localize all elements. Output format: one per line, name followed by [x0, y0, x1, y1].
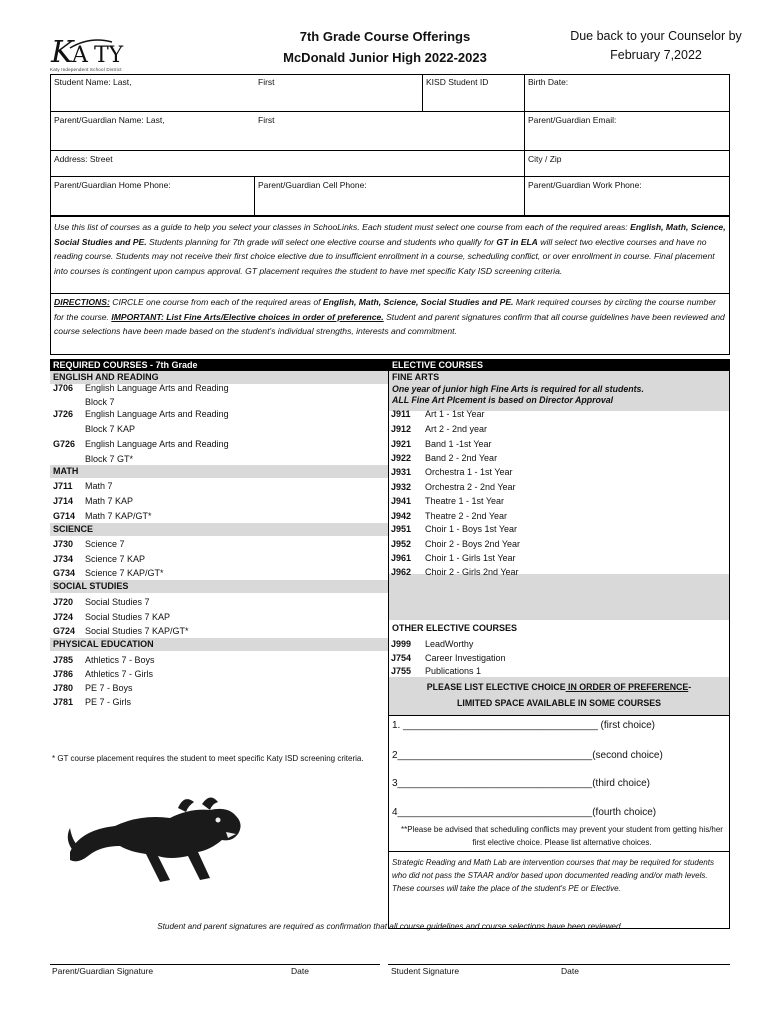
course-name: Theatre 1 - 1st Year — [425, 496, 505, 506]
course-name: English Language Arts and Reading — [85, 409, 229, 419]
parent-email-field[interactable]: Parent/Guardian Email: — [528, 115, 617, 125]
elective-list-instruction — [389, 677, 729, 715]
directions-text-1: CIRCLE one course from each of the required areas of — [109, 297, 323, 307]
course-code[interactable]: J931 — [391, 467, 412, 477]
english-heading: ENGLISH AND READING — [50, 371, 388, 384]
due-line-2: February 7,2022 — [610, 48, 702, 62]
svg-text:A: A — [72, 43, 88, 68]
cell-phone-field[interactable]: Parent/Guardian Cell Phone: — [258, 180, 367, 190]
fine-arts-header-block — [389, 371, 729, 411]
directions-text-2: Mark required courses by circling the course number for the course. — [54, 297, 716, 322]
student-date-label: Date — [561, 966, 579, 976]
student-first-name-field[interactable]: First — [258, 77, 275, 87]
course-code[interactable]: J999 — [391, 639, 412, 649]
elective-courses-heading: ELECTIVE COURSES — [389, 359, 729, 371]
directions-text-3: Student and parent signatures confirm that all course guidelines have been reviewed and course selections have been made based on the student's individual strengths, interests and commitment. — [54, 311, 725, 337]
course-name: LeadWorthy — [425, 639, 474, 649]
course-code[interactable]: J962 — [391, 567, 412, 577]
directions-label: DIRECTIONS: — [54, 297, 110, 307]
course-name: English Language Arts and Reading — [85, 439, 229, 449]
intro-gt-ela: GT in ELA — [496, 236, 538, 247]
directions-paragraph — [51, 295, 729, 339]
city-zip-field[interactable]: City / Zip — [528, 154, 562, 164]
first-choice-line[interactable]: 1. ___________________________________ (first choice) — [392, 720, 656, 731]
strategic-intervention-note: Strategic Reading and Math Lab are intervention courses that may be required for students who did not pass the STAAR and/or based upon documented reading and/or math levels. These courses will take the place of the student's PE or Elective. — [392, 858, 714, 893]
course-code[interactable]: J951 — [391, 524, 412, 534]
scheduling-advise-note: **Please be advised that scheduling conflicts may prevent your student from getting his/her first elective choice. Please list alternative choices. — [401, 825, 723, 847]
course-name: English Language Arts and Reading — [85, 383, 229, 393]
course-name: Social Studies 7 — [85, 597, 150, 607]
gt-footnote: * GT course placement requires the student to meet specific Katy ISD screening criteria. — [52, 754, 364, 763]
course-code[interactable]: G734 — [53, 568, 76, 578]
course-name: Science 7 — [85, 539, 125, 549]
course-name: Choir 2 - Girls 2nd Year — [425, 567, 519, 577]
course-name: PE 7 - Boys — [85, 683, 133, 693]
parent-first-name-field[interactable]: First — [258, 115, 275, 125]
course-name: Social Studies 7 KAP/GT* — [85, 626, 189, 636]
course-name: Theatre 2 - 2nd Year — [425, 511, 508, 521]
course-code[interactable]: J711 — [53, 481, 73, 491]
course-name: Orchestra 2 - 2nd Year — [425, 482, 516, 492]
course-name: Block 7 — [85, 397, 115, 407]
katy-isd-logo — [50, 34, 132, 68]
parent-last-name-field[interactable]: Parent/Guardian Name: Last, — [54, 115, 165, 125]
course-name: Band 2 - 2nd Year — [425, 453, 498, 463]
course-name: Math 7 — [85, 481, 113, 491]
fourth-choice-line[interactable]: 4___________________________________(fourth choice) — [392, 807, 657, 818]
social-studies-heading: SOCIAL STUDIES — [50, 580, 388, 593]
svg-text:TY: TY — [94, 43, 124, 68]
third-choice-line[interactable]: 3___________________________________(third choice) — [392, 778, 651, 789]
directions-important: IMPORTANT: List Fine Arts/Elective choices in order of preference. — [111, 311, 384, 322]
course-code[interactable]: J785 — [53, 655, 74, 665]
math-heading: MATH — [50, 465, 388, 478]
course-name: Art 2 - 2nd year — [425, 424, 488, 434]
intro-paragraph — [51, 220, 729, 278]
course-name: Orchestra 1 - 1st Year — [425, 467, 513, 477]
course-name: Science 7 KAP — [85, 554, 146, 564]
fine-arts-note-1: One year of junior high Fine Arts is required for all students. — [392, 384, 644, 394]
course-name: Social Studies 7 KAP — [85, 612, 171, 622]
parent-date-label: Date — [291, 966, 309, 976]
course-code[interactable]: J922 — [391, 453, 412, 463]
course-code[interactable]: G724 — [53, 626, 76, 636]
course-name: PE 7 - Girls — [85, 697, 132, 707]
logo-subtext: Katy Independent School District — [50, 67, 122, 72]
directions-required-areas: English, Math, Science, Social Studies and PE. — [322, 297, 514, 307]
course-code[interactable]: J921 — [391, 439, 412, 449]
required-courses-section — [50, 359, 388, 719]
student-signature-label: Student Signature — [391, 966, 460, 976]
course-code[interactable]: J952 — [391, 539, 412, 549]
title-line-1: 7th Grade Course Offerings — [299, 29, 471, 44]
course-name: Choir 2 - Boys 2nd Year — [425, 539, 521, 549]
svg-text:K: K — [51, 35, 72, 68]
course-name: Math 7 KAP — [85, 496, 134, 506]
course-code[interactable]: J942 — [391, 511, 412, 521]
course-name: Career Investigation — [425, 653, 506, 663]
course-code[interactable]: G714 — [53, 511, 76, 521]
course-code[interactable]: J941 — [391, 496, 412, 506]
course-code[interactable]: J706 — [53, 383, 74, 393]
student-id-field[interactable]: KISD Student ID — [426, 77, 489, 87]
parent-signature-line[interactable] — [50, 964, 380, 965]
home-phone-field[interactable]: Parent/Guardian Home Phone: — [54, 180, 171, 190]
course-name: Science 7 KAP/GT* — [85, 568, 164, 578]
course-code[interactable]: J786 — [53, 669, 74, 679]
course-name: Publications 1 — [425, 666, 482, 676]
student-info-grid — [50, 74, 730, 216]
fine-arts-spacer — [389, 574, 729, 620]
course-code[interactable]: J780 — [53, 683, 74, 693]
panther-mascot-icon — [60, 790, 250, 890]
course-code[interactable]: J724 — [53, 612, 74, 622]
course-code[interactable]: J726 — [53, 409, 74, 419]
elective-courses-section — [388, 359, 730, 929]
intro-text-2: Students planning for 7th grade will select one elective course and students who qualify for — [146, 236, 497, 247]
fine-arts-heading: FINE ARTS — [392, 372, 440, 382]
course-name: Block 7 KAP — [85, 424, 136, 434]
parent-signature-label: Parent/Guardian Signature — [52, 966, 154, 976]
other-electives-heading: OTHER ELECTIVE COURSES — [392, 623, 518, 633]
science-heading: SCIENCE — [50, 523, 388, 536]
course-code[interactable]: J961 — [391, 553, 412, 563]
intro-text-3: will select two elective courses and have no reading course. Students may not receive their first choice elective due to insufficient enrollment in a course, scheduling conflict, or over enrollment in course. Final placement into courses is contingent upon campus approval. GT placement requires the student to have met specific Katy ISD screening criteria. — [54, 236, 715, 276]
course-name: Band 1 -1st Year — [425, 439, 492, 449]
birth-date-field[interactable]: Birth Date: — [528, 77, 569, 87]
course-name: Math 7 KAP/GT* — [85, 511, 152, 521]
course-name: Choir 1 - Girls 1st Year — [425, 553, 516, 563]
work-phone-field[interactable]: Parent/Guardian Work Phone: — [528, 180, 642, 190]
required-courses-heading: REQUIRED COURSES - 7th Grade — [50, 359, 388, 371]
course-code[interactable]: J912 — [391, 424, 412, 434]
pe-heading: PHYSICAL EDUCATION — [50, 638, 388, 651]
instruction-text-d: LIMITED SPACE AVAILABLE IN SOME COURSES — [457, 698, 661, 708]
course-code[interactable]: J911 — [391, 409, 411, 419]
course-name: Block 7 GT* — [85, 454, 134, 464]
course-name: Athletics 7 - Boys — [85, 655, 155, 665]
course-code[interactable]: J755 — [391, 666, 412, 676]
page-title — [250, 26, 520, 68]
instructions-box — [50, 216, 730, 355]
fine-arts-note-2: ALL Fine Art Plcement is based on Director Approval — [392, 395, 614, 405]
due-line-1: Due back to your Counselor by — [570, 29, 742, 43]
course-code[interactable]: J754 — [391, 653, 412, 663]
course-code[interactable]: J730 — [53, 539, 74, 549]
intro-text-1: Use this list of courses as a guide to help you select your classes in SchooLinks. Each student must select one course from each of the required areas: — [54, 222, 631, 232]
second-choice-line[interactable]: 2___________________________________(second choice) — [392, 750, 663, 761]
course-name: Art 1 - 1st Year — [425, 409, 485, 419]
address-field[interactable]: Address: Street — [54, 154, 113, 164]
course-code[interactable]: J714 — [53, 496, 74, 506]
intro-required-areas: English, Math, Science, Social Studies and PE. — [54, 222, 726, 247]
title-line-2: McDonald Junior High 2022-2023 — [283, 50, 487, 65]
course-name: Choir 1 - Boys 1st Year — [425, 524, 518, 534]
course-name: Athletics 7 - Girls — [85, 669, 154, 679]
course-code[interactable]: J781 — [53, 697, 74, 707]
instruction-text-c: - — [688, 682, 692, 692]
instruction-text-b: IN ORDER OF PREFERENCE — [565, 682, 689, 692]
course-code[interactable]: G726 — [53, 439, 76, 449]
course-code[interactable]: J720 — [53, 597, 74, 607]
instruction-text-a: PLEASE LIST ELECTIVE CHOICE — [426, 682, 566, 692]
course-code[interactable]: J932 — [391, 482, 412, 492]
due-notice — [566, 27, 746, 65]
student-signature-line[interactable] — [388, 964, 730, 965]
course-code[interactable]: J734 — [53, 554, 74, 564]
student-last-name-field[interactable]: Student Name: Last, — [54, 77, 132, 87]
signature-confirmation: Student and parent signatures are required as confirmation that all course guidelines and course selections have been reviewed. — [157, 922, 623, 931]
